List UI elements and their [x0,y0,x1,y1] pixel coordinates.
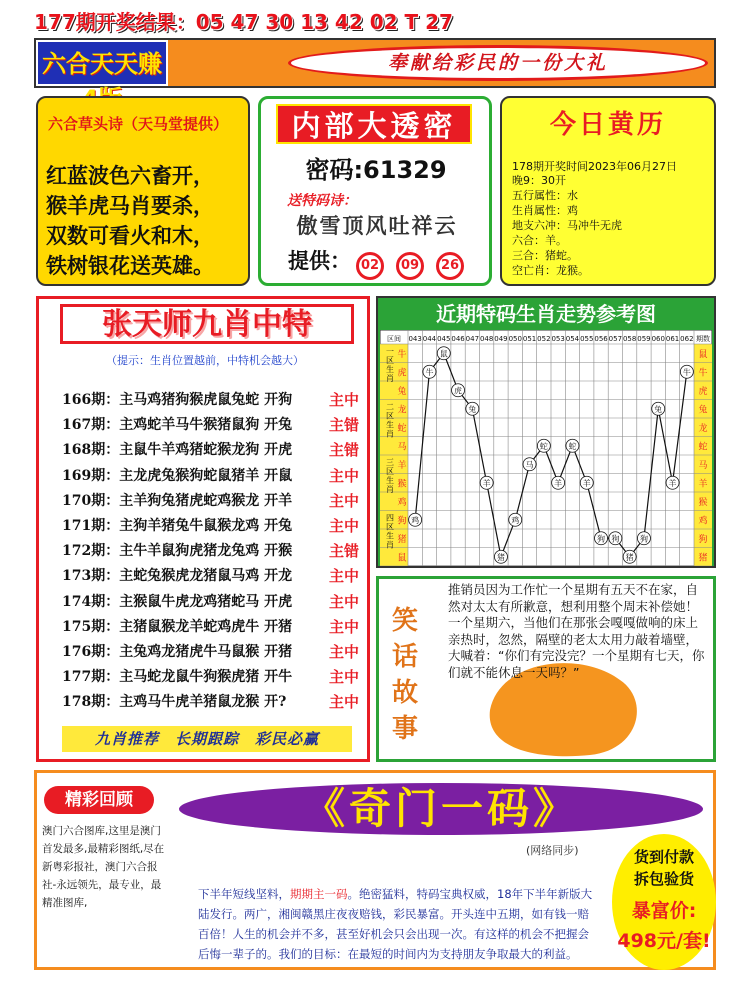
nine-row-text: 175期：主猪鼠猴龙羊蛇鸡虎牛 开猪 [62,618,293,635]
chart-point-label: 鸡 [511,515,520,525]
chart-point-label: 马 [525,460,534,470]
chart-period-label: 051 [522,335,537,343]
nine-row-text: 178期：主鸡马牛虎羊猪鼠龙猴 开? [62,694,287,711]
chart-period-label: 045 [437,335,451,343]
para-highlight: 期期主一码 [290,887,348,901]
nine-row-result: 主中 [329,617,360,636]
nine-row-result: 主中 [329,491,360,510]
chart-zone-label: 三区生肖 [386,458,394,494]
chart-point-label: 羊 [582,478,591,488]
number-ball: 09 [396,252,424,280]
chart-zodiac-right: 猴 [698,497,708,508]
chart-zodiac-left: 虎 [397,368,407,379]
chart-period-label: 047 [465,335,480,343]
nine-row-result: 主错 [329,441,360,460]
chart-point-label: 牛 [682,367,691,377]
trend-chart [380,330,712,566]
chart-period-label: 048 [479,335,494,343]
chart-point-label: 狗 [597,534,606,544]
chart-header-right: 期数 [696,335,710,343]
chart-zodiac-right: 羊 [698,479,708,490]
chart-period-label: 053 [551,335,565,343]
chart-point-label: 羊 [668,478,677,488]
chart-point-label: 兔 [468,404,477,414]
chart-point-label: 羊 [482,478,491,488]
nine-row-text: 176期：主兔鸡龙猪虎牛马鼠猴 开猪 [62,644,293,660]
result-title: 177期开奖结果：05 47 30 13 42 02 T 27 [34,10,453,34]
promo-price: 498元/套! [617,930,711,952]
nine-row-result: 主错 [329,416,360,435]
nine-row-text: 167期：主鸡蛇羊马牛猴猪鼠狗 开兔 [62,417,293,434]
chart-period-label: 052 [537,335,551,343]
chart-period-label: 056 [594,335,608,343]
chart-zodiac-left: 猪 [397,534,407,545]
poem-line: 铁树银花送英雄。 [46,253,214,278]
almanac-line: 五行属性：水 [512,189,578,202]
chart-zodiac-right: 虎 [698,386,708,397]
chart-period-label: 057 [608,335,623,343]
nine-row-text: 171期：主狗羊猪兔牛鼠猴龙鸡 开兔 [62,518,293,534]
chart-period-label: 062 [680,335,694,343]
poem-line: 双数可看火和木， [46,223,214,248]
almanac-line: 地支六冲：马冲牛无虎 [512,219,622,232]
almanac-line: 空亡肖：龙猴。 [512,264,589,277]
chart-period-label: 046 [451,335,465,343]
chart-header-left: 区间 [387,335,401,343]
para-lead: 下半年短线坚料， [198,887,290,901]
almanac-line: 三合：猪蛇。 [512,249,578,262]
nine-row-text: 174期：主猴鼠牛虎龙鸡猪蛇马 开虎 [62,593,293,610]
chart-zodiac-right: 蛇 [698,442,708,453]
chart-point-label: 蛇 [568,441,577,451]
joke-text: 推销员因为工作忙一个星期有五天不在家，自然对太太有所歉意，想利用整个周末补偿她！一个星期六，当他们在那张会嘎嘎做响的床上亲热时，忽然，隔壁的老太太用力敲着墙壁，大喊着：“你们有完没完？一个星期有七天，你们就不能休息一天吗？” [448,582,705,680]
chart-zodiac-left: 鸡 [397,497,407,508]
chart-period-label: 044 [422,335,437,343]
nine-row-result: 主中 [329,668,360,687]
chart-point-label: 蛇 [539,441,548,451]
chart-point-label: 鼠 [439,349,448,359]
chart-zodiac-left: 狗 [397,516,407,527]
nine-row-text: 177期：主马蛇龙鼠牛狗猴虎猪 开牛 [62,669,293,686]
promo-line: 拆包验货 [633,870,694,888]
promo-paragraph [198,884,598,964]
provide-label: 提供： [288,249,351,273]
chart-zodiac-left: 鼠 [397,553,407,564]
nine-row-text: 173期：主蛇兔猴虎龙猪鼠马鸡 开龙 [62,568,293,585]
nine-row-text: 169期：主龙虎兔猴狗蛇鼠猪羊 开鼠 [62,467,293,484]
chart-zodiac-left: 蛇 [397,423,407,434]
chart-period-label: 043 [408,335,422,343]
brand-title: 六合天天赚 [42,50,162,78]
poem-line: 红蓝波色六畜开， [46,163,214,188]
chart-period-label: 050 [508,335,522,343]
chart-period-label: 049 [494,335,508,343]
trend-chart-title: 近期特码生肖走势参考图 [436,302,656,326]
chart-zodiac-right: 鼠 [698,349,708,360]
chart-period-label: 060 [651,335,665,343]
nine-zodiac-title: 张天师九肖中特 [60,304,354,344]
chart-point-label: 狗 [611,534,620,544]
chart-point-label: 猪 [625,552,634,562]
joke-label-char: 故 [392,678,419,708]
special-poem: 傲雪顶风吐祥云 [296,213,458,238]
chart-zodiac-right: 猪 [698,553,708,564]
chart-zodiac-right: 龙 [698,423,708,434]
promo-line: 货到付款 [633,848,694,866]
special-poem-label: 送特码诗： [287,193,357,209]
chart-point-label: 狗 [639,534,648,544]
slogan: 奉献给彩民的一份大礼 [288,45,708,81]
nine-zodiac-hint: （提示：生肖位置越前，中特机会越大） [106,354,304,367]
chart-zodiac-left: 猴 [397,479,407,490]
review-label: 精彩回顾 [44,786,154,814]
chart-zodiac-right: 兔 [698,405,708,416]
almanac-line: 晚9：30开 [512,174,566,187]
chart-zone-label: 四区生肖 [386,513,394,550]
promo-line: 暴富价: [631,900,697,922]
chart-zodiac-left: 马 [397,442,407,453]
chart-zodiac-left: 兔 [397,386,407,397]
almanac-line: 六合：羊。 [512,234,567,247]
chart-period-label: 054 [565,335,580,343]
almanac-line: 178期开奖时间2023年06月27日 [512,160,677,173]
almanac-line: 生肖属性：鸡 [512,204,578,217]
nine-row-result: 主中 [329,391,360,409]
nine-row-result: 主中 [329,567,360,586]
chart-zodiac-left: 龙 [397,405,407,416]
joke-label-char: 笑 [392,606,419,636]
poem-heading: 六合草头诗（天马堂提供） [48,115,229,133]
nine-row-text: 170期：主羊狗兔猪虎蛇鸡猴龙 开羊 [62,492,293,509]
sync-note: (网络同步) [526,844,579,857]
review-text: 澳门六合图库,这里是澳门首发最多,最精彩图纸,尽在新粤彩报社，澳门六合报社-永远领先，最专业，最精准图库, [42,825,165,909]
nine-row-result: 主中 [329,693,360,712]
number-ball: 26 [436,252,464,280]
joke-label-char: 事 [392,714,419,744]
nine-row-text: 166期：主马鸡猪狗猴虎鼠兔蛇 开狗 [62,392,293,408]
nine-zodiac-footer: 九肖推荐 长期跟踪 彩民必赢 [62,726,352,752]
chart-zodiac-right: 狗 [698,534,708,545]
secret-password: 密码:61329 [305,156,447,184]
chart-point-label: 羊 [554,478,563,488]
nine-row-result: 主中 [329,517,360,535]
number-ball: 02 [356,252,384,280]
joke-label-char: 话 [392,642,419,672]
chart-point-label: 兔 [654,404,663,414]
chart-zone-label: 一区生肖 [386,347,394,383]
chart-zone-label: 二区生肖 [386,402,394,439]
poem-line: 猴羊虎马肖要杀， [46,193,214,218]
chart-point-label: 鸡 [411,515,420,525]
almanac-title: 今日黄历 [549,110,666,140]
nine-row-result: 主中 [329,466,360,485]
chart-zodiac-left: 牛 [397,349,407,360]
nine-row-text: 168期：主鼠牛羊鸡猪蛇猴龙狗 开虎 [62,442,293,459]
para-rest: 。绝密猛料，特码宝典权威，18年下半年新版大陆发行。两广，湘闽赣黑庄夜夜赔钱，彩民暴富。开头连中五期，如有钱一赔百倍！人生的机会并不多，甚至好机会只会出现一次。有这样的机会不把握会后悔一辈子的。我们的目标：在最短的时间内为支持朋友争取最大的利益。 [198,887,593,961]
nine-row-text: 172期：主牛羊鼠狗虎猪龙兔鸡 开猴 [62,543,293,560]
nine-row-result: 主中 [329,592,360,611]
secret-banner: 内部大透密 [276,104,472,144]
chart-zodiac-right: 马 [698,460,708,471]
chart-zodiac-right: 鸡 [698,516,708,527]
chart-point-label: 虎 [454,386,463,396]
chart-period-label: 055 [580,335,594,343]
chart-period-label: 061 [665,335,680,343]
chart-zodiac-right: 牛 [698,368,708,379]
chart-period-label: 059 [637,335,651,343]
qimen-title: 《奇门一码》 [302,784,579,833]
chart-point-label: 牛 [425,367,434,377]
chart-period-label: 058 [622,335,637,343]
chart-zodiac-left: 羊 [397,460,407,471]
nine-row-result: 主中 [329,643,360,661]
nine-row-result: 主错 [329,542,360,561]
chart-point-label: 猪 [496,552,505,562]
